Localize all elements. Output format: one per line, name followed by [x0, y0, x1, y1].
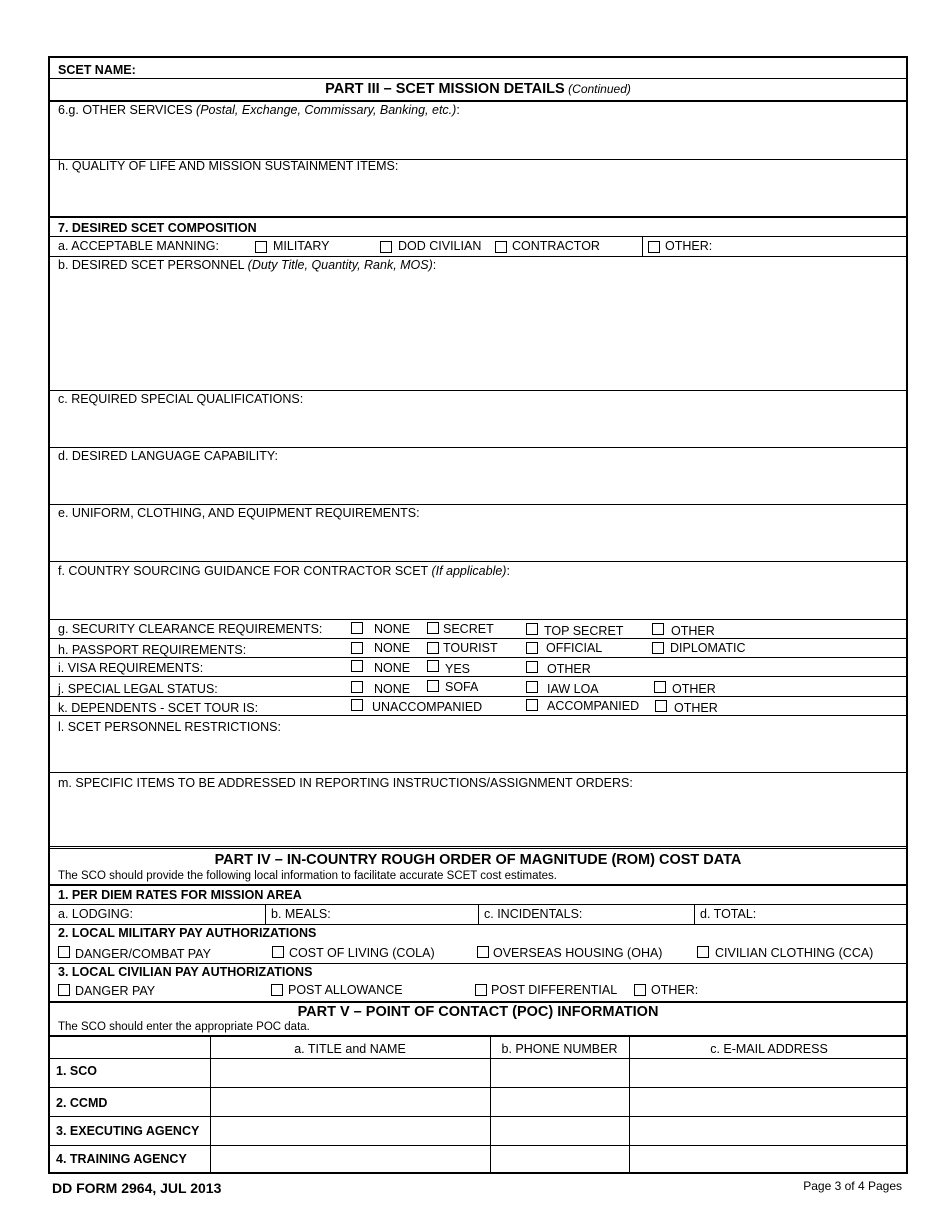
personnel-restrictions-field[interactable]	[50, 735, 906, 772]
legal-status-label: j. SPECIAL LEGAL STATUS:	[58, 682, 218, 696]
acceptable-manning-label: a. ACCEPTABLE MANNING:	[58, 239, 219, 253]
scet-name-label: SCET NAME:	[58, 63, 136, 77]
legal-iaw-loa-label: IAW LOA	[547, 682, 599, 696]
reporting-items-field[interactable]	[50, 791, 906, 845]
poc-col-title-name: a. TITLE and NAME	[294, 1042, 406, 1056]
cola-label: COST OF LIVING (COLA)	[289, 946, 435, 960]
other-services-field[interactable]	[50, 118, 906, 158]
part3-title: PART III – SCET MISSION DETAILS	[325, 81, 565, 97]
dependents-accompanied-label: ACCOMPANIED	[547, 699, 640, 713]
scet-name-field[interactable]	[140, 60, 900, 78]
manning-dod-civilian-label: DOD CIVILIAN	[398, 239, 482, 253]
page-number: Page 3 of 4 Pages	[803, 1179, 902, 1193]
meals-label: b. MEALS:	[271, 907, 331, 921]
legal-none-label: NONE	[374, 682, 411, 696]
part3-title-suffix: (Continued)	[568, 82, 631, 96]
legal-none-checkbox[interactable]	[351, 681, 363, 693]
form-id: DD FORM 2964, JUL 2013	[52, 1180, 222, 1196]
per-diem-heading: 1. PER DIEM RATES FOR MISSION AREA	[58, 888, 302, 902]
language-capability-label: d. DESIRED LANGUAGE CAPABILITY:	[58, 449, 278, 463]
passport-tourist-checkbox[interactable]	[427, 642, 439, 654]
passport-tourist-label: TOURIST	[443, 641, 498, 655]
part3-header	[50, 80, 906, 98]
executing-agency-name-field[interactable]	[211, 1117, 489, 1145]
visa-label: i. VISA REQUIREMENTS:	[58, 661, 204, 675]
visa-other-label: OTHER	[547, 662, 591, 676]
manning-dod-civilian-checkbox[interactable]	[380, 241, 392, 253]
poc-row-executing-agency: 3. EXECUTING AGENCY	[56, 1124, 200, 1138]
uniform-requirements-label: e. UNIFORM, CLOTHING, AND EQUIPMENT REQUIREMENTS:	[58, 506, 420, 520]
civilian-pay-other-label: OTHER:	[651, 983, 699, 997]
ccmd-name-field[interactable]	[211, 1088, 489, 1116]
post-allowance-label: POST ALLOWANCE	[288, 983, 403, 997]
clearance-other-label: OTHER	[671, 624, 715, 638]
danger-combat-pay-checkbox[interactable]	[58, 946, 70, 958]
dependents-other-checkbox[interactable]	[655, 700, 667, 712]
legal-other-checkbox[interactable]	[654, 681, 666, 693]
post-allowance-checkbox[interactable]	[271, 984, 283, 996]
dependents-other-label: OTHER	[674, 701, 718, 715]
sco-phone-field[interactable]	[491, 1059, 628, 1087]
training-agency-phone-field[interactable]	[491, 1146, 628, 1173]
dependents-accompanied-checkbox[interactable]	[526, 699, 538, 711]
danger-combat-pay-label: DANGER/COMBAT PAY	[75, 947, 211, 961]
poc-row-ccmd: 2. CCMD	[56, 1096, 108, 1110]
poc-col-email: c. E-MAIL ADDRESS	[710, 1042, 828, 1056]
special-qualifications-label: c. REQUIRED SPECIAL QUALIFICATIONS:	[58, 392, 304, 406]
passport-official-checkbox[interactable]	[526, 642, 538, 654]
legal-sofa-checkbox[interactable]	[427, 680, 439, 692]
cola-checkbox[interactable]	[272, 946, 284, 958]
incidentals-label: c. INCIDENTALS:	[484, 907, 583, 921]
clearance-top-secret-checkbox[interactable]	[526, 623, 538, 635]
post-differential-label: POST DIFFERENTIAL	[491, 983, 618, 997]
training-agency-email-field[interactable]	[630, 1146, 908, 1173]
ccmd-email-field[interactable]	[630, 1088, 908, 1116]
visa-yes-label: YES	[445, 662, 471, 676]
danger-pay-checkbox[interactable]	[58, 984, 70, 996]
manning-contractor-checkbox[interactable]	[495, 241, 507, 253]
oha-checkbox[interactable]	[477, 946, 489, 958]
poc-col-phone: b. PHONE NUMBER	[501, 1042, 618, 1056]
passport-none-checkbox[interactable]	[351, 642, 363, 654]
clearance-none-checkbox[interactable]	[351, 622, 363, 634]
country-sourcing-field[interactable]	[50, 579, 906, 619]
sco-email-field[interactable]	[630, 1059, 908, 1087]
total-label: d. TOTAL:	[700, 907, 757, 921]
poc-row-sco: 1. SCO	[56, 1064, 97, 1078]
dependents-unaccompanied-checkbox[interactable]	[351, 699, 363, 711]
clearance-other-checkbox[interactable]	[652, 623, 664, 635]
other-services-label: 6.g. OTHER SERVICES (Postal, Exchange, Commissary, Banking, etc.):	[58, 103, 460, 117]
poc-row-training-agency: 4. TRAINING AGENCY	[56, 1152, 187, 1166]
part5-title: PART V – POINT OF CONTACT (POC) INFORMATION	[297, 1004, 659, 1020]
section7-heading: 7. DESIRED SCET COMPOSITION	[58, 221, 257, 235]
executing-agency-email-field[interactable]	[630, 1117, 908, 1145]
part4-title: PART IV – IN-COUNTRY ROUGH ORDER OF MAGNITUDE (ROM) COST DATA	[214, 852, 742, 868]
reporting-items-label: m. SPECIFIC ITEMS TO BE ADDRESSED IN REPORTING INSTRUCTIONS/ASSIGNMENT ORDERS:	[58, 776, 633, 790]
legal-iaw-loa-checkbox[interactable]	[526, 681, 538, 693]
passport-diplomatic-label: DIPLOMATIC	[670, 641, 746, 655]
legal-other-label: OTHER	[672, 682, 716, 696]
uniform-requirements-field[interactable]	[50, 521, 906, 561]
clearance-secret-label: SECRET	[443, 622, 494, 636]
passport-label: h. PASSPORT REQUIREMENTS:	[58, 643, 247, 657]
visa-none-label: NONE	[374, 661, 411, 675]
legal-sofa-label: SOFA	[445, 680, 479, 694]
executing-agency-phone-field[interactable]	[491, 1117, 628, 1145]
quality-of-life-field[interactable]	[50, 174, 906, 215]
desired-personnel-label: b. DESIRED SCET PERSONNEL (Duty Title, Quantity, Rank, MOS):	[58, 258, 437, 272]
part4-subtitle: The SCO should provide the following local information to facilitate accurate SCET cost estimates.	[58, 870, 557, 882]
oha-label: OVERSEAS HOUSING (OHA)	[493, 946, 663, 960]
clearance-top-secret-label: TOP SECRET	[544, 624, 624, 638]
civilian-pay-other-checkbox[interactable]	[634, 984, 646, 996]
language-capability-field[interactable]	[50, 464, 906, 504]
passport-none-label: NONE	[374, 641, 411, 655]
security-clearance-label: g. SECURITY CLEARANCE REQUIREMENTS:	[58, 622, 323, 636]
dependents-unaccompanied-label: UNACCOMPANIED	[372, 700, 483, 714]
manning-military-label: MILITARY	[273, 239, 330, 253]
dd-form-2964-page-3	[48, 56, 908, 1174]
passport-diplomatic-checkbox[interactable]	[652, 642, 664, 654]
sco-name-field[interactable]	[211, 1059, 489, 1087]
dependents-label: k. DEPENDENTS - SCET TOUR IS:	[58, 701, 259, 715]
training-agency-name-field[interactable]	[211, 1146, 489, 1173]
civilian-pay-heading: 3. LOCAL CIVILIAN PAY AUTHORIZATIONS	[58, 965, 313, 979]
clearance-secret-checkbox[interactable]	[427, 622, 439, 634]
ccmd-phone-field[interactable]	[491, 1088, 628, 1116]
manning-contractor-label: CONTRACTOR	[512, 239, 600, 253]
cca-label: CIVILIAN CLOTHING (CCA)	[715, 946, 874, 960]
passport-official-label: OFFICIAL	[546, 641, 603, 655]
desired-personnel-field[interactable]	[50, 273, 906, 389]
clearance-none-label: NONE	[374, 622, 411, 636]
post-differential-checkbox[interactable]	[475, 984, 487, 996]
visa-yes-checkbox[interactable]	[427, 660, 439, 672]
danger-pay-label: DANGER PAY	[75, 984, 156, 998]
personnel-restrictions-label: l. SCET PERSONNEL RESTRICTIONS:	[58, 720, 281, 734]
manning-other-checkbox[interactable]	[648, 241, 660, 253]
special-qualifications-field[interactable]	[50, 407, 906, 447]
lodging-label: a. LODGING:	[58, 907, 134, 921]
visa-other-checkbox[interactable]	[526, 661, 538, 673]
cca-checkbox[interactable]	[697, 946, 709, 958]
manning-other-label: OTHER:	[665, 239, 713, 253]
country-sourcing-label: f. COUNTRY SOURCING GUIDANCE FOR CONTRACTOR SCET (If applicable):	[58, 564, 510, 578]
military-pay-heading: 2. LOCAL MILITARY PAY AUTHORIZATIONS	[58, 926, 317, 940]
visa-none-checkbox[interactable]	[351, 660, 363, 672]
part5-subtitle: The SCO should enter the appropriate POC data.	[58, 1021, 310, 1033]
quality-of-life-label: h. QUALITY OF LIFE AND MISSION SUSTAINMENT ITEMS:	[58, 159, 399, 173]
manning-military-checkbox[interactable]	[255, 241, 267, 253]
